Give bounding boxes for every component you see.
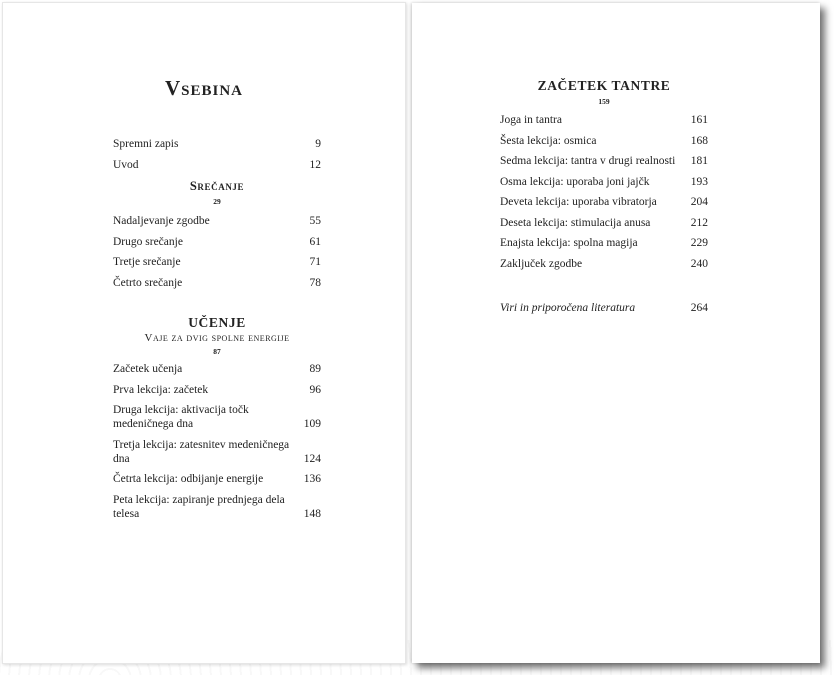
entry-title: Zaključek zgodbe bbox=[500, 257, 583, 270]
entry-title: Joga in tantra bbox=[500, 114, 562, 126]
intro-entries bbox=[113, 137, 321, 178]
entry-title: Druga lekcija: aktivacija točk medeničnega dna bbox=[113, 404, 249, 430]
section-page: 29 bbox=[213, 197, 221, 206]
section-page: 87 bbox=[213, 347, 221, 356]
entry-page: 124 bbox=[303, 452, 321, 465]
section-heading: ZAČETEK TANTRE bbox=[537, 78, 671, 93]
entry-title: Deveta lekcija: uporaba vibratorja bbox=[500, 196, 657, 208]
entry-page: 9 bbox=[315, 138, 321, 150]
entry-page: 193 bbox=[690, 175, 708, 188]
toc-entry[interactable] bbox=[113, 438, 321, 466]
entry-page: 71 bbox=[309, 256, 321, 268]
section-page: 159 bbox=[598, 97, 610, 106]
entry-title: Spremni zapis bbox=[113, 138, 179, 150]
entry-page: 61 bbox=[309, 235, 321, 248]
entry-title: Drugo srečanje bbox=[113, 235, 183, 248]
entry-title: Deseta lekcija: stimulacija anusa bbox=[500, 216, 651, 229]
toc-entry[interactable] bbox=[113, 235, 321, 249]
entry-title: Šesta lekcija: osmica bbox=[500, 134, 597, 147]
section-subheading: Vaje za dvig spolne energije bbox=[144, 332, 290, 344]
section-srecanje bbox=[113, 179, 321, 296]
entry-title: Tretja lekcija: zatesnitev medeničnega dna bbox=[113, 438, 290, 465]
entry-title: Četrto srečanje bbox=[113, 276, 183, 289]
entry-title: Sedma lekcija: tantra v drugi realnosti bbox=[500, 155, 676, 167]
entry-title: Tretje srečanje bbox=[113, 256, 181, 268]
entry-title: Osma lekcija: uporaba joni jajčk bbox=[500, 175, 650, 188]
entry-title: Četrta lekcija: odbijanje energije bbox=[113, 473, 264, 485]
entry-page: 109 bbox=[303, 418, 321, 430]
toc-entry[interactable] bbox=[113, 362, 321, 376]
entry-page: 181 bbox=[690, 155, 708, 167]
entry-page: 240 bbox=[690, 257, 708, 270]
toc-entry[interactable] bbox=[113, 383, 321, 397]
toc-entry[interactable] bbox=[500, 154, 708, 168]
toc-entry-bibliography[interactable] bbox=[500, 301, 708, 315]
toc-entry[interactable] bbox=[113, 276, 321, 290]
toc-entry[interactable] bbox=[500, 134, 708, 148]
toc-entry[interactable] bbox=[500, 216, 708, 230]
entry-page: 168 bbox=[690, 134, 708, 147]
entry-page: 12 bbox=[309, 158, 321, 171]
entry-title: Peta lekcija: zapiranje prednjega dela telesa bbox=[113, 493, 285, 520]
left-page bbox=[2, 2, 406, 664]
entry-page: 78 bbox=[309, 276, 321, 289]
entry-title: Začetek učenja bbox=[113, 363, 183, 375]
toc-entry[interactable] bbox=[113, 137, 321, 151]
toc-entry[interactable] bbox=[113, 255, 321, 269]
entry-page: 204 bbox=[690, 196, 708, 208]
toc-entry[interactable] bbox=[113, 403, 321, 431]
toc-entry[interactable] bbox=[113, 493, 321, 521]
entry-page: 55 bbox=[309, 215, 321, 227]
entry-title: Enajsta lekcija: spolna magija bbox=[500, 237, 638, 249]
section-zacetek-tantre bbox=[500, 78, 708, 277]
toc-entry[interactable] bbox=[113, 158, 321, 172]
entry-page: 96 bbox=[309, 383, 321, 396]
section-heading: UČENJE bbox=[188, 315, 246, 330]
toc-title: Vsebina bbox=[164, 76, 244, 100]
toc-entry[interactable] bbox=[500, 257, 708, 271]
toc-entry[interactable] bbox=[500, 236, 708, 250]
toc-entry[interactable] bbox=[113, 214, 321, 228]
entry-page: 264 bbox=[690, 302, 708, 314]
entry-title: Viri in priporočena literatura bbox=[500, 302, 636, 314]
entry-page: 229 bbox=[690, 237, 708, 249]
toc-entry[interactable] bbox=[500, 175, 708, 189]
section-heading: Srečanje bbox=[189, 179, 245, 193]
entry-page: 148 bbox=[303, 507, 321, 520]
right-page bbox=[412, 3, 820, 663]
entry-title: Uvod bbox=[113, 158, 139, 171]
entry-title: Prva lekcija: začetek bbox=[113, 383, 209, 396]
entry-page: 212 bbox=[690, 216, 708, 229]
entry-page: 136 bbox=[303, 473, 321, 485]
toc-entry[interactable] bbox=[113, 472, 321, 486]
section-ucenje bbox=[113, 315, 321, 527]
toc-entry[interactable] bbox=[500, 113, 708, 127]
entry-page: 161 bbox=[690, 114, 708, 126]
entry-page: 89 bbox=[309, 363, 321, 375]
entry-title: Nadaljevanje zgodbe bbox=[113, 215, 210, 227]
toc-entry[interactable] bbox=[500, 195, 708, 209]
bibliography-block bbox=[500, 301, 708, 322]
